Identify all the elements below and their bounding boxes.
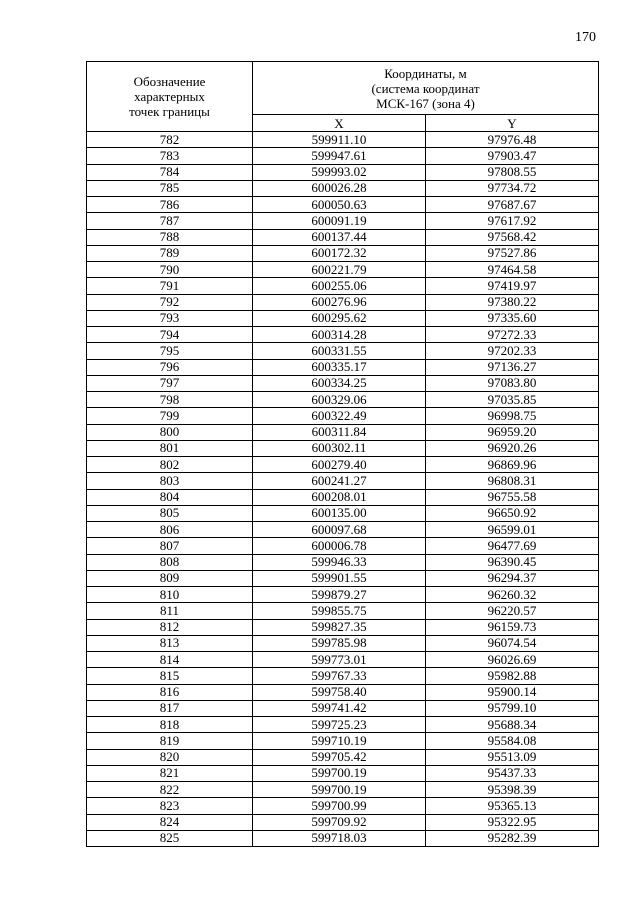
coordinates-table — [86, 61, 599, 847]
cell-x: 600050.63 — [253, 197, 426, 213]
table-row — [87, 619, 599, 635]
table-row — [87, 635, 599, 651]
cell-point: 825 — [87, 830, 253, 846]
cell-y: 97335.60 — [426, 310, 599, 326]
table-row — [87, 327, 599, 343]
cell-x: 599767.33 — [253, 668, 426, 684]
cell-point: 796 — [87, 359, 253, 375]
table-row — [87, 684, 599, 700]
table-row — [87, 278, 599, 294]
cell-x: 600172.32 — [253, 245, 426, 261]
cell-y: 97976.48 — [426, 132, 599, 148]
cell-point: 824 — [87, 814, 253, 830]
cell-x: 599725.23 — [253, 717, 426, 733]
cell-x: 599946.33 — [253, 554, 426, 570]
cell-point: 798 — [87, 392, 253, 408]
cell-x: 599741.42 — [253, 700, 426, 716]
cell-point: 821 — [87, 765, 253, 781]
cell-point: 792 — [87, 294, 253, 310]
cell-point: 782 — [87, 132, 253, 148]
table-row — [87, 652, 599, 668]
table-row — [87, 229, 599, 245]
table-row — [87, 148, 599, 164]
cell-point: 813 — [87, 635, 253, 651]
table-row — [87, 440, 599, 456]
table-row — [87, 197, 599, 213]
table-row — [87, 180, 599, 196]
cell-point: 790 — [87, 262, 253, 278]
cell-y: 96026.69 — [426, 652, 599, 668]
table-row — [87, 457, 599, 473]
cell-y: 96477.69 — [426, 538, 599, 554]
cell-point: 812 — [87, 619, 253, 635]
cell-y: 95322.95 — [426, 814, 599, 830]
cell-y: 97202.33 — [426, 343, 599, 359]
cell-y: 97380.22 — [426, 294, 599, 310]
cell-x: 599700.19 — [253, 765, 426, 781]
cell-point: 789 — [87, 245, 253, 261]
cell-y: 95799.10 — [426, 700, 599, 716]
table-row — [87, 213, 599, 229]
header-y: Y — [426, 115, 599, 132]
table-row — [87, 375, 599, 391]
page-number: 170 — [575, 30, 596, 45]
cell-y: 96220.57 — [426, 603, 599, 619]
cell-x: 600322.49 — [253, 408, 426, 424]
cell-point: 814 — [87, 652, 253, 668]
cell-point: 788 — [87, 229, 253, 245]
cell-y: 96920.26 — [426, 440, 599, 456]
table-row — [87, 359, 599, 375]
cell-y: 96294.37 — [426, 570, 599, 586]
table-row — [87, 473, 599, 489]
cell-point: 795 — [87, 343, 253, 359]
cell-y: 96998.75 — [426, 408, 599, 424]
cell-x: 600255.06 — [253, 278, 426, 294]
table-row — [87, 668, 599, 684]
cell-point: 783 — [87, 148, 253, 164]
cell-x: 600241.27 — [253, 473, 426, 489]
cell-x: 599901.55 — [253, 570, 426, 586]
cell-y: 96808.31 — [426, 473, 599, 489]
cell-y: 97808.55 — [426, 164, 599, 180]
table-row — [87, 587, 599, 603]
header-x: X — [253, 115, 426, 132]
cell-point: 807 — [87, 538, 253, 554]
cell-x: 600097.68 — [253, 522, 426, 538]
cell-y: 96390.45 — [426, 554, 599, 570]
cell-y: 95282.39 — [426, 830, 599, 846]
cell-x: 600137.44 — [253, 229, 426, 245]
cell-x: 599709.92 — [253, 814, 426, 830]
table-row — [87, 522, 599, 538]
cell-x: 599947.61 — [253, 148, 426, 164]
cell-x: 600329.06 — [253, 392, 426, 408]
cell-x: 599993.02 — [253, 164, 426, 180]
cell-point: 801 — [87, 440, 253, 456]
cell-x: 599710.19 — [253, 733, 426, 749]
cell-y: 97903.47 — [426, 148, 599, 164]
header-coordinates: Координаты, м (система координат МСК-167 (зона 4) — [253, 62, 599, 115]
cell-y: 95900.14 — [426, 684, 599, 700]
cell-x: 600208.01 — [253, 489, 426, 505]
cell-x: 600295.62 — [253, 310, 426, 326]
cell-point: 804 — [87, 489, 253, 505]
cell-point: 805 — [87, 505, 253, 521]
cell-point: 786 — [87, 197, 253, 213]
cell-y: 96074.54 — [426, 635, 599, 651]
cell-y: 95365.13 — [426, 798, 599, 814]
table-row — [87, 505, 599, 521]
cell-x: 600026.28 — [253, 180, 426, 196]
cell-y: 96959.20 — [426, 424, 599, 440]
table-row — [87, 424, 599, 440]
cell-y: 96755.58 — [426, 489, 599, 505]
cell-y: 97419.97 — [426, 278, 599, 294]
cell-x: 600006.78 — [253, 538, 426, 554]
cell-y: 95688.34 — [426, 717, 599, 733]
cell-y: 95398.39 — [426, 782, 599, 798]
cell-point: 800 — [87, 424, 253, 440]
cell-y: 97136.27 — [426, 359, 599, 375]
cell-point: 816 — [87, 684, 253, 700]
header-point-designation: Обозначение характерных точек границы — [87, 62, 253, 132]
table-body — [87, 132, 599, 847]
table-row — [87, 310, 599, 326]
cell-y: 97527.86 — [426, 245, 599, 261]
cell-point: 802 — [87, 457, 253, 473]
table-row — [87, 132, 599, 148]
cell-x: 600334.25 — [253, 375, 426, 391]
table-row — [87, 343, 599, 359]
cell-point: 819 — [87, 733, 253, 749]
table-row — [87, 554, 599, 570]
cell-x: 599718.03 — [253, 830, 426, 846]
cell-x: 600091.19 — [253, 213, 426, 229]
table-row — [87, 830, 599, 846]
cell-y: 97687.67 — [426, 197, 599, 213]
cell-point: 793 — [87, 310, 253, 326]
cell-point: 815 — [87, 668, 253, 684]
table-row — [87, 570, 599, 586]
table-row — [87, 717, 599, 733]
cell-y: 97272.33 — [426, 327, 599, 343]
table-row — [87, 245, 599, 261]
cell-y: 95982.88 — [426, 668, 599, 684]
cell-point: 806 — [87, 522, 253, 538]
table-row — [87, 164, 599, 180]
cell-x: 600135.00 — [253, 505, 426, 521]
cell-x: 600335.17 — [253, 359, 426, 375]
cell-x: 600276.96 — [253, 294, 426, 310]
cell-point: 794 — [87, 327, 253, 343]
table-row — [87, 765, 599, 781]
cell-x: 599785.98 — [253, 635, 426, 651]
table-row — [87, 294, 599, 310]
table-row — [87, 700, 599, 716]
cell-y: 96599.01 — [426, 522, 599, 538]
cell-y: 95584.08 — [426, 733, 599, 749]
cell-y: 97734.72 — [426, 180, 599, 196]
cell-point: 799 — [87, 408, 253, 424]
cell-x: 599827.35 — [253, 619, 426, 635]
cell-point: 787 — [87, 213, 253, 229]
table-row — [87, 749, 599, 765]
cell-point: 785 — [87, 180, 253, 196]
cell-y: 96650.92 — [426, 505, 599, 521]
cell-point: 808 — [87, 554, 253, 570]
cell-y: 95513.09 — [426, 749, 599, 765]
cell-point: 797 — [87, 375, 253, 391]
table-header — [87, 62, 599, 132]
table-row — [87, 733, 599, 749]
table-row — [87, 489, 599, 505]
cell-x: 599911.10 — [253, 132, 426, 148]
cell-y: 95437.33 — [426, 765, 599, 781]
cell-x: 600221.79 — [253, 262, 426, 278]
cell-x: 600279.40 — [253, 457, 426, 473]
cell-x: 599773.01 — [253, 652, 426, 668]
cell-x: 599879.27 — [253, 587, 426, 603]
cell-point: 811 — [87, 603, 253, 619]
table-row — [87, 814, 599, 830]
cell-point: 791 — [87, 278, 253, 294]
cell-y: 97083.80 — [426, 375, 599, 391]
cell-x: 600331.55 — [253, 343, 426, 359]
cell-y: 97617.92 — [426, 213, 599, 229]
cell-point: 817 — [87, 700, 253, 716]
table-row — [87, 782, 599, 798]
cell-y: 96159.73 — [426, 619, 599, 635]
cell-y: 97568.42 — [426, 229, 599, 245]
cell-point: 823 — [87, 798, 253, 814]
cell-y: 96869.96 — [426, 457, 599, 473]
cell-x: 599855.75 — [253, 603, 426, 619]
cell-x: 599700.19 — [253, 782, 426, 798]
table-row — [87, 603, 599, 619]
cell-point: 822 — [87, 782, 253, 798]
table-row — [87, 798, 599, 814]
cell-y: 97464.58 — [426, 262, 599, 278]
cell-y: 97035.85 — [426, 392, 599, 408]
cell-point: 809 — [87, 570, 253, 586]
table-row — [87, 408, 599, 424]
cell-x: 599705.42 — [253, 749, 426, 765]
cell-y: 96260.32 — [426, 587, 599, 603]
cell-x: 600314.28 — [253, 327, 426, 343]
table-row — [87, 392, 599, 408]
table-row — [87, 262, 599, 278]
cell-point: 820 — [87, 749, 253, 765]
cell-x: 599758.40 — [253, 684, 426, 700]
cell-point: 784 — [87, 164, 253, 180]
cell-x: 599700.99 — [253, 798, 426, 814]
cell-point: 818 — [87, 717, 253, 733]
cell-point: 810 — [87, 587, 253, 603]
cell-x: 600302.11 — [253, 440, 426, 456]
table-row — [87, 538, 599, 554]
cell-x: 600311.84 — [253, 424, 426, 440]
cell-point: 803 — [87, 473, 253, 489]
